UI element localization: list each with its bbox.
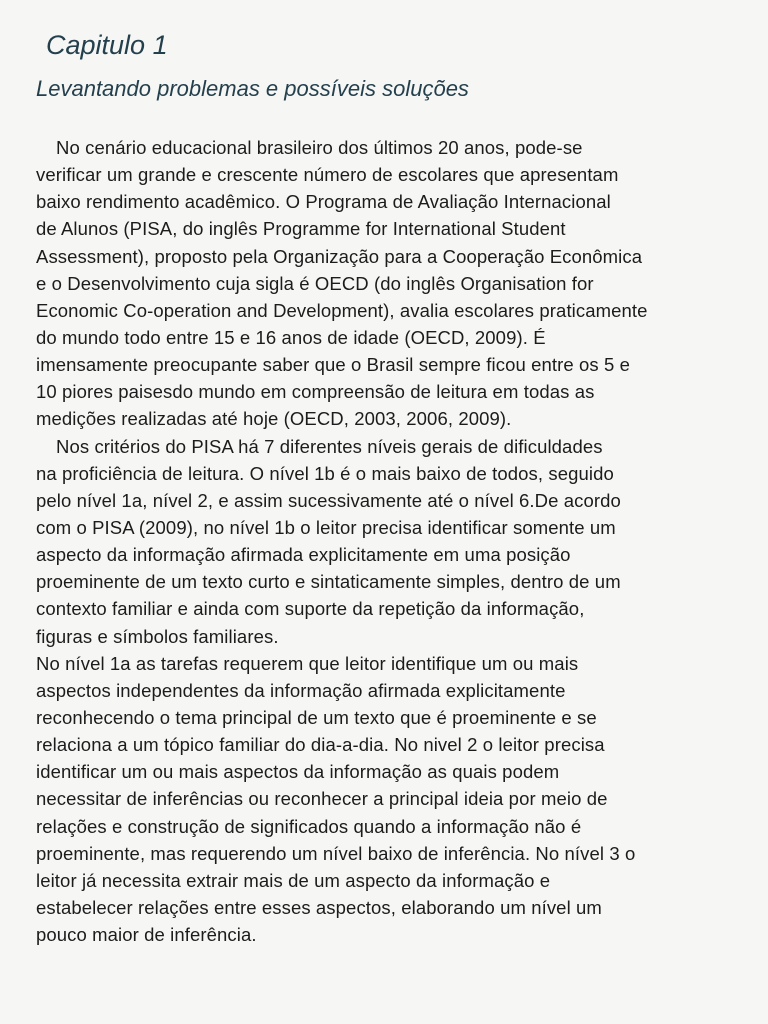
text-line: pouco maior de inferência. <box>36 924 257 946</box>
text-line: proeminente de um texto curto e sintaticamente simples, dentro de um <box>36 571 621 593</box>
text-line: aspectos independentes da informação afirmada explicitamente <box>36 679 566 701</box>
text-line: pelo nível 1a, nível 2, e assim sucessivamente até o nível 6.De acordo <box>36 489 621 511</box>
text-line: relações e construção de significados quando a informação não é <box>36 815 582 837</box>
chapter-title: Capitulo 1 <box>46 30 168 60</box>
chapter-subtitle: Levantando problemas e possíveis soluções <box>36 76 469 101</box>
text-line: imensamente preocupante saber que o Brasil sempre ficou entre os 5 e <box>36 354 630 376</box>
text-line: identificar um ou mais aspectos da informação as quais podem <box>36 761 560 783</box>
text-line: baixo rendimento acadêmico. O Programa de Avaliação Internacional <box>36 191 611 213</box>
text-line: e o Desenvolvimento cuja sigla é OECD (do inglês Organisation for <box>36 272 594 294</box>
text-line: Economic Co-operation and Development), avalia escolares praticamente <box>36 299 648 321</box>
text-line: de Alunos (PISA, do inglês Programme for International Student <box>36 218 566 240</box>
text-line: com o PISA (2009), no nível 1b o leitor precisa identificar somente um <box>36 516 616 538</box>
text-line: proeminente, mas requerendo um nível baixo de inferência. No nível 3 o <box>36 842 636 864</box>
text-line: relaciona a um tópico familiar do dia-a-dia. No nivel 2 o leitor precisa <box>36 734 605 756</box>
text-line: 10 piores paisesdo mundo em compreensão de leitura em todas as <box>36 381 595 403</box>
text-line: Assessment), proposto pela Organização para a Cooperação Econômica <box>36 245 643 267</box>
text-line: na proficiência de leitura. O nível 1b é o mais baixo de todos, seguido <box>36 462 614 484</box>
text-line: do mundo todo entre 15 e 16 anos de idade (OECD, 2009). É <box>36 326 546 348</box>
text-line: medições realizadas até hoje (OECD, 2003, 2006, 2009). <box>36 408 512 430</box>
text-line: reconhecendo o tema principal de um texto que é proeminente e se <box>36 706 597 728</box>
text-line: figuras e símbolos familiares. <box>36 625 279 647</box>
text-line: necessitar de inferências ou reconhecer a principal ideia por meio de <box>36 788 608 810</box>
text-line: No cenário educacional brasileiro dos últimos 20 anos, pode-se <box>56 137 583 158</box>
text-line: aspecto da informação afirmada explicitamente em uma posição <box>36 544 571 566</box>
text-line: leitor já necessita extrair mais de um aspecto da informação e <box>36 869 551 891</box>
text-line: Nos critérios do PISA há 7 diferentes níveis gerais de dificuldades <box>56 435 603 457</box>
body-text <box>36 134 746 948</box>
text-line: estabelecer relações entre esses aspectos, elaborando um nível um <box>36 896 602 918</box>
text-line: verificar um grande e crescente número de escolares que apresentam <box>36 164 619 186</box>
text-line: contexto familiar e ainda com suporte da repetição da informação, <box>36 598 585 620</box>
text-line: No nível 1a as tarefas requerem que leitor identifique um ou mais <box>36 652 579 674</box>
